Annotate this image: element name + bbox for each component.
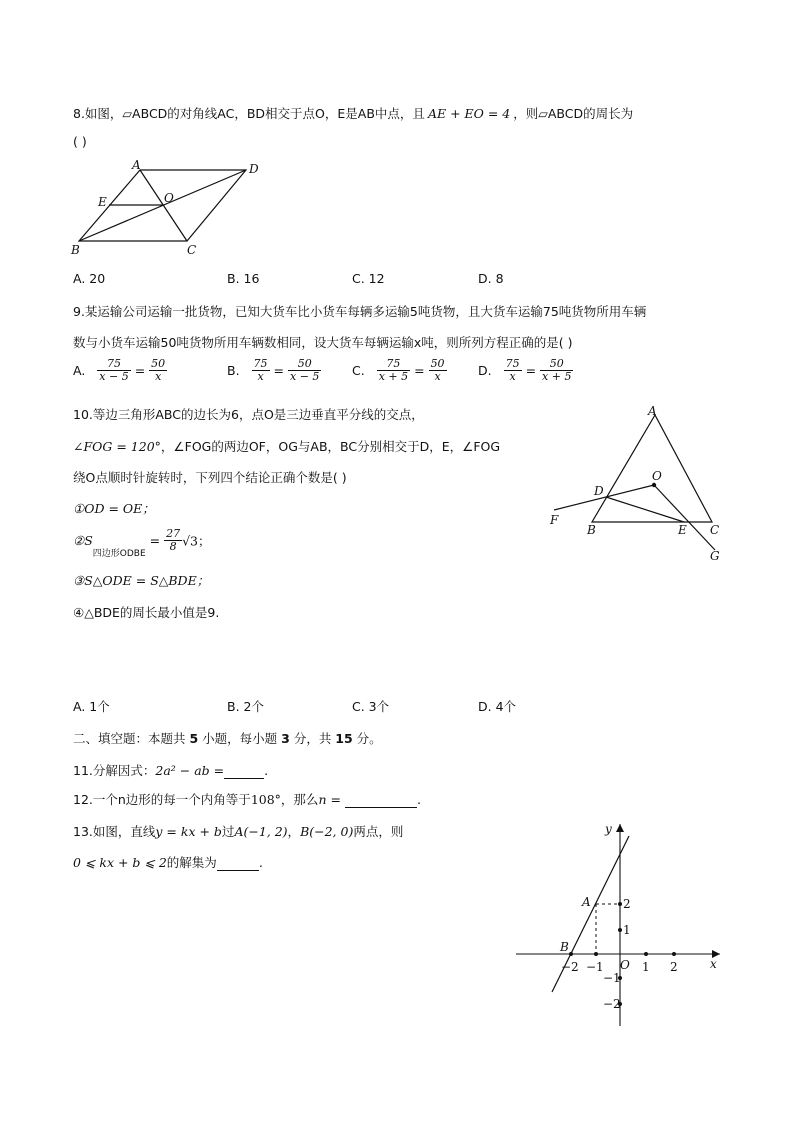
q13-point-a: A(−1, 2) bbox=[234, 824, 288, 839]
q13-l1c: 过 bbox=[221, 824, 235, 839]
q9-a-ld: x − 5 bbox=[99, 370, 129, 384]
q10-label-g: G bbox=[710, 549, 720, 563]
q13-tick-x-neg2 bbox=[569, 952, 573, 956]
q9-b-rn: 50 bbox=[288, 358, 321, 371]
q9-option-b-right-frac bbox=[288, 358, 321, 383]
q13-line1 bbox=[73, 822, 403, 840]
q10-conclusion-4: ④△BDE的周长最小值是9. bbox=[73, 605, 220, 620]
q13-ytick-neg1: −1 bbox=[603, 971, 621, 985]
q10-triangle-figure bbox=[540, 400, 730, 570]
q12-text: 12.一个n边形的每一个内角等于 bbox=[73, 792, 251, 807]
q12 bbox=[73, 790, 421, 808]
section-2-points: 3 bbox=[281, 731, 290, 746]
q10-label-o: O bbox=[652, 469, 662, 483]
q13-label-b: B bbox=[560, 940, 569, 954]
q9-d-rd: x + 5 bbox=[542, 370, 572, 384]
q13-y-arrow bbox=[616, 824, 624, 832]
q13-end: . bbox=[258, 855, 263, 870]
q8-stem-tail: ，则▱ABCD的周长为 bbox=[513, 106, 634, 121]
q13-point-b: B(−2, 0) bbox=[300, 824, 354, 839]
section-2-suffix: 分。 bbox=[352, 731, 382, 746]
q10-option-c[interactable]: C. 3个 bbox=[352, 699, 390, 714]
q9-c-rn: 50 bbox=[430, 357, 445, 370]
q8-stem bbox=[73, 104, 633, 122]
q13-l1g: 两点，则 bbox=[353, 824, 404, 839]
q10-c2-root: √3； bbox=[182, 533, 211, 549]
section-2-count: 5 bbox=[189, 731, 199, 746]
q13-x-label: x bbox=[710, 957, 717, 971]
q10-option-b[interactable]: B. 2个 bbox=[227, 699, 264, 714]
section-2-heading bbox=[73, 729, 382, 747]
q9-option-d-right-frac bbox=[540, 358, 573, 383]
q13-xtick-2: 2 bbox=[670, 960, 678, 974]
q10-ray-of bbox=[554, 485, 654, 510]
q9-line2: 数与小货车运输50吨货物所用车辆数相同，设大货车每辆运输x吨，则所列方程正确的是( ) bbox=[73, 335, 573, 350]
q13-graph bbox=[510, 818, 730, 1033]
q8-label-e: E bbox=[98, 195, 107, 209]
q9-option-c-left-frac bbox=[377, 358, 410, 383]
q8-math: AE + EO = 4 bbox=[427, 106, 511, 121]
q8-parallelogram-figure bbox=[66, 158, 266, 258]
q9-a-ln: 75 bbox=[97, 358, 130, 371]
q10-option-d[interactable]: D. 4个 bbox=[478, 699, 517, 714]
q9-option-b-letter: B. bbox=[227, 363, 240, 379]
q13-answer-blank[interactable] bbox=[217, 858, 259, 871]
q8-option-a[interactable]: A. 20 bbox=[73, 271, 106, 286]
q13-inequality: 0 ⩽ kx + b ⩽ 2 bbox=[73, 855, 167, 870]
section-2-mid2: 分，共 bbox=[289, 731, 336, 746]
q13-line-eq: y = kx + b bbox=[155, 824, 222, 839]
q13-tick-y-1 bbox=[618, 928, 622, 932]
q12-degree: 108° bbox=[250, 792, 281, 807]
q10-label-d: D bbox=[594, 484, 604, 498]
q13-tick-y-2 bbox=[618, 902, 622, 906]
q13-l2b: 的解集为 bbox=[166, 855, 217, 870]
q9-option-c[interactable]: C. $\frac{75}{x + 5}$ = $\frac{50}{x}$ bbox=[352, 357, 445, 384]
q10-label-c: C bbox=[710, 523, 720, 537]
q9-option-a-left-frac bbox=[97, 358, 130, 383]
q8-label-c: C bbox=[187, 243, 197, 257]
q8-option-b[interactable]: B. 16 bbox=[227, 271, 260, 286]
q10-c2-s: ②S bbox=[73, 533, 93, 549]
q13-origin-label: O bbox=[620, 958, 630, 972]
q11-expr: 2a² − ab = bbox=[155, 763, 225, 778]
q10-conclusion-2 bbox=[73, 528, 211, 559]
q9-c-rd: x bbox=[434, 370, 441, 384]
q12-answer-blank[interactable] bbox=[345, 795, 417, 808]
q13-label-a: A bbox=[582, 895, 591, 909]
q13-ytick-2: 2 bbox=[623, 897, 631, 911]
q9-b-ln: 75 bbox=[253, 357, 268, 370]
q9-option-c-letter: C. bbox=[352, 363, 365, 379]
q9-option-a-letter: A. bbox=[73, 363, 86, 379]
q13-ytick-neg2: −2 bbox=[603, 997, 621, 1011]
q13-tick-x-1 bbox=[644, 952, 648, 956]
q10-c2-den: 8 bbox=[169, 540, 177, 554]
section-2-total: 15 bbox=[335, 731, 353, 746]
q9-c-ld: x + 5 bbox=[378, 370, 409, 384]
q9-b-rd: x − 5 bbox=[290, 370, 320, 384]
q10-line1: 10.等边三角形ABC的边长为6，点O是三边垂直平分线的交点， bbox=[73, 407, 424, 422]
q8-stem-text: 8.如图，▱ABCD的对角线AC，BD相交于点O，E是AB中点，且 bbox=[73, 106, 425, 121]
q13-l1e: ， bbox=[287, 824, 301, 839]
q9-option-b-left-frac bbox=[252, 358, 270, 383]
q10-label-e: E bbox=[678, 523, 687, 537]
q10-line3: 绕O点顺时针旋转时，下列四个结论正确个数是( ) bbox=[73, 470, 347, 485]
q10-ray-og bbox=[654, 485, 715, 550]
q9-option-d-letter: D. bbox=[478, 363, 492, 379]
q8-option-c[interactable]: C. 12 bbox=[352, 271, 385, 286]
q9-option-b[interactable]: B. $\frac{75}{x}$ = $\frac{50}{x - 5}$ bbox=[227, 357, 320, 384]
section-2-mid1: 小题，每小题 bbox=[198, 731, 282, 746]
q10-label-f: F bbox=[550, 513, 559, 527]
q11-answer-blank[interactable] bbox=[224, 766, 264, 779]
q8-label-o: O bbox=[164, 191, 174, 205]
q9-option-a-right-frac bbox=[149, 358, 167, 383]
q10-c2-eq: = bbox=[145, 533, 165, 549]
q10-line2-text: ，∠FOG的两边OF，OG与AB，BC分别相交于D，E，∠FOG bbox=[160, 439, 501, 454]
q11-end: . bbox=[264, 763, 269, 778]
q10-c2-sub: 四边形ODBE bbox=[92, 549, 146, 560]
q13-tick-x-2 bbox=[672, 952, 676, 956]
q9-b-ld: x bbox=[257, 370, 264, 384]
q9-option-d-left-frac bbox=[504, 358, 522, 383]
q13-line2 bbox=[73, 853, 263, 871]
q8-label-b: B bbox=[71, 243, 80, 257]
q12-expr: n = bbox=[318, 792, 341, 807]
q13-xtick-neg2: −2 bbox=[561, 960, 579, 974]
q13-l1a: 13.如图，直线 bbox=[73, 824, 156, 839]
q10-line2 bbox=[73, 437, 500, 455]
q10-c2-num: 27 bbox=[166, 527, 181, 540]
q8-answer-paren: ( ) bbox=[73, 134, 87, 149]
q13-ytick-1: 1 bbox=[623, 923, 631, 937]
q9-a-rd: x bbox=[155, 370, 162, 384]
q11-text: 11.分解因式： bbox=[73, 763, 156, 778]
q9-option-c-right-frac bbox=[429, 358, 447, 383]
q8-label-d: D bbox=[249, 162, 259, 176]
q10-segment-de bbox=[606, 497, 684, 522]
q13-tick-x-neg1 bbox=[594, 952, 598, 956]
q13-xtick-neg1: −1 bbox=[586, 960, 604, 974]
q10-angle: ∠FOG = 120° bbox=[73, 439, 161, 454]
q9-a-rn: 50 bbox=[151, 357, 166, 370]
q13-xtick-1: 1 bbox=[642, 960, 650, 974]
q10-label-a: A bbox=[648, 404, 657, 418]
q9-option-d[interactable]: D. $\frac{75}{x}$ = $\frac{50}{x + 5}$ bbox=[478, 357, 572, 384]
q12-end: . bbox=[416, 792, 421, 807]
q10-point-o bbox=[652, 483, 656, 487]
q13-y-label: y bbox=[605, 822, 612, 836]
q9-c-ln: 75 bbox=[377, 358, 410, 371]
q9-d-rn: 50 bbox=[540, 358, 573, 371]
q9-option-a[interactable]: A. $\frac{75}{x - 5}$ = $\frac{50}{x}$ bbox=[73, 357, 166, 384]
q10-option-a[interactable]: A. 1个 bbox=[73, 699, 110, 714]
q9-d-ln: 75 bbox=[505, 357, 520, 370]
q10-conclusion-3: ③S△ODE = S△BDE； bbox=[73, 573, 210, 588]
q8-label-a: A bbox=[132, 158, 141, 172]
section-2-prefix: 二、填空题：本题共 bbox=[73, 731, 190, 746]
q8-option-d[interactable]: D. 8 bbox=[478, 271, 504, 286]
q10-label-b: B bbox=[587, 523, 596, 537]
q10-conclusion-1: ①OD = OE； bbox=[73, 501, 155, 516]
q10-c2-frac bbox=[164, 528, 182, 553]
q9-d-ld: x bbox=[509, 370, 516, 384]
q9-line1: 9.某运输公司运输一批货物，已知大货车比小货车每辆多运输5吨货物，且大货车运输75吨货物所用车辆 bbox=[73, 304, 647, 319]
q11 bbox=[73, 761, 268, 779]
q12-mid: ，那么 bbox=[280, 792, 319, 807]
